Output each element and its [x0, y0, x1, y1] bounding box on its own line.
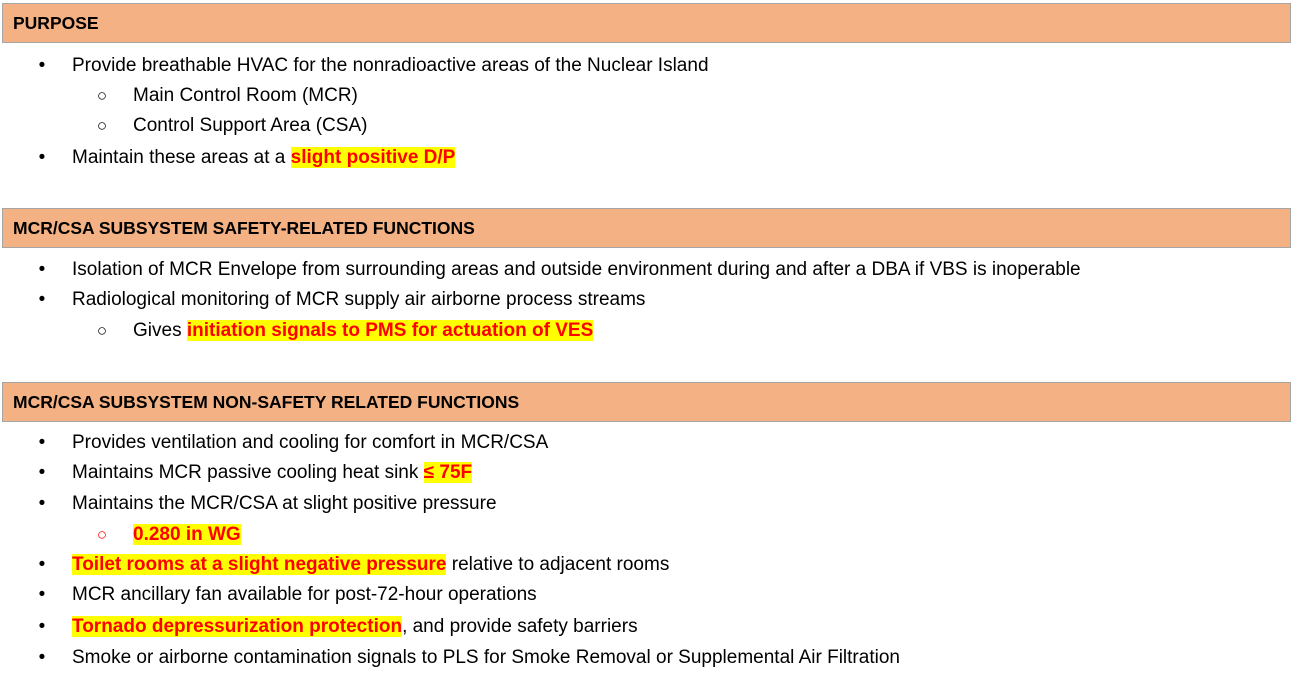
section-header-purpose [2, 3, 1291, 43]
list-item-text [72, 616, 638, 638]
list-item-text: Isolation of MCR Envelope from surrounding areas and outside environment during and after a DBA if VBS is inoperable [72, 259, 1081, 280]
list-item-text: Maintains the MCR/CSA at slight positive pressure [72, 493, 497, 514]
hollow-bullet-icon: ○ [96, 116, 108, 135]
list-item-prefix: Maintain these areas at a [72, 147, 291, 168]
list-item-text: Main Control Room (MCR) [133, 85, 358, 106]
bullet-icon: • [38, 432, 46, 453]
highlighted-text: slight positive D/P [290, 147, 456, 168]
bullet-icon: • [38, 462, 46, 483]
section-title: PURPOSE [13, 12, 99, 33]
section-header-safety-related [2, 208, 1291, 248]
bullet-icon: • [38, 554, 46, 575]
hollow-bullet-icon: ○ [96, 321, 108, 340]
list-item-text [72, 147, 455, 169]
list-item-prefix: Gives [133, 320, 187, 341]
hollow-bullet-icon: ○ [96, 525, 108, 544]
highlighted-text: Tornado depressurization protection [72, 616, 403, 637]
list-item-suffix: , and provide safety barriers [402, 616, 638, 637]
list-item-prefix: Maintains MCR passive cooling heat sink [72, 462, 424, 483]
list-item-text [72, 554, 669, 576]
list-item-text: Control Support Area (CSA) [133, 115, 368, 136]
list-item-text: MCR ancillary fan available for post-72-hour operations [72, 584, 537, 605]
bullet-icon: • [38, 493, 46, 514]
bullet-icon: • [38, 55, 46, 76]
highlighted-text: initiation signals to PMS for actuation of VES [186, 320, 594, 341]
bullet-icon: • [38, 259, 46, 280]
highlighted-text: Toilet rooms at a slight negative pressure [72, 554, 447, 575]
bullet-icon: • [38, 584, 46, 605]
list-item-text [133, 320, 593, 342]
bullet-icon: • [38, 289, 46, 310]
section-title: MCR/CSA SUBSYSTEM SAFETY-RELATED FUNCTIONS [13, 217, 475, 238]
highlighted-text: ≤ 75F [423, 462, 473, 483]
list-item-text [133, 524, 241, 546]
list-item-suffix: relative to adjacent rooms [446, 554, 670, 575]
bullet-icon: • [38, 616, 46, 637]
bullet-icon: • [38, 647, 46, 668]
list-item-text: Provides ventilation and cooling for comfort in MCR/CSA [72, 432, 549, 453]
bullet-icon: • [38, 147, 46, 168]
list-item-text: Provide breathable HVAC for the nonradioactive areas of the Nuclear Island [72, 55, 709, 76]
list-item-text: Smoke or airborne contamination signals to PLS for Smoke Removal or Supplemental Air Filtration [72, 647, 900, 668]
list-item-text [72, 462, 472, 484]
hollow-bullet-icon: ○ [96, 86, 108, 105]
highlighted-text: 0.280 in WG [133, 524, 241, 545]
list-item-text: Radiological monitoring of MCR supply air airborne process streams [72, 289, 646, 310]
section-header-non-safety-related [2, 382, 1291, 422]
section-title: MCR/CSA SUBSYSTEM NON-SAFETY RELATED FUNCTIONS [13, 391, 520, 412]
